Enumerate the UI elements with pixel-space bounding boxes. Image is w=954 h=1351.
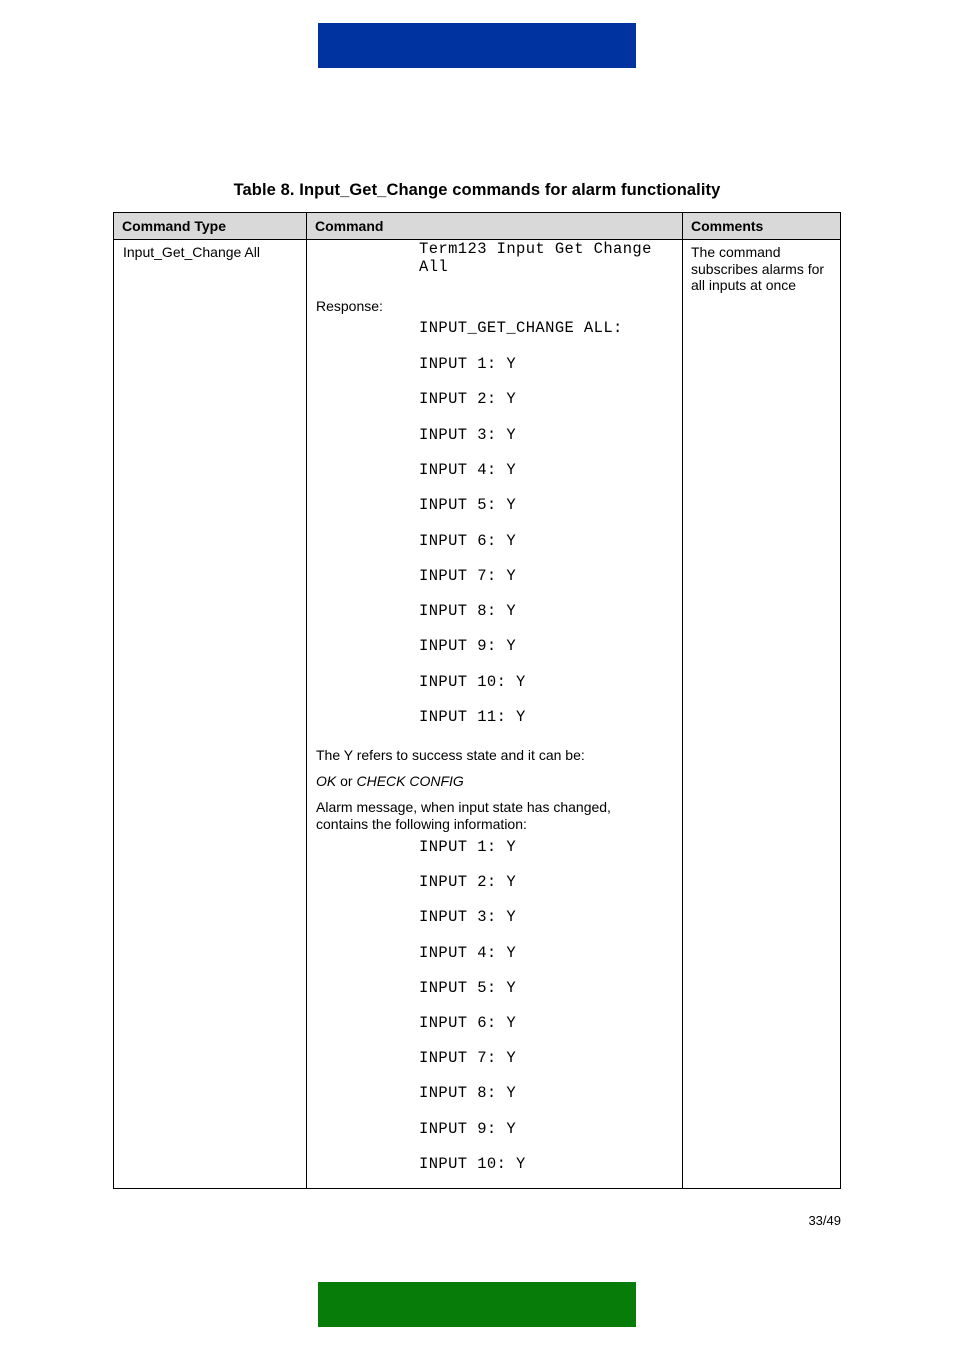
header-command: Command (315, 218, 384, 234)
alarm-line: INPUT 10: Y (419, 1154, 526, 1173)
command-table (113, 212, 841, 1189)
header-color-bar (318, 23, 636, 68)
alarm-note-line: Alarm message, when input state has changed, (316, 799, 611, 815)
or-word: or (336, 773, 357, 789)
response-label: Response: (316, 298, 383, 314)
check-config-option: CHECK CONFIG (356, 773, 464, 789)
alarm-line: INPUT 3: Y (419, 908, 517, 927)
header-command-type: Command Type (122, 218, 226, 234)
comment-cell (691, 244, 836, 294)
state-options (316, 773, 464, 790)
alarm-line: INPUT 7: Y (419, 1049, 517, 1068)
alarm-line: INPUT 5: Y (419, 978, 517, 997)
footer-color-bar (318, 1282, 636, 1327)
response-header: INPUT_GET_CHANGE ALL: (419, 319, 623, 337)
response-line: INPUT 8: Y (419, 602, 517, 621)
command-type-cell: Input_Get_Change All (123, 244, 260, 260)
response-line: INPUT 10: Y (419, 672, 526, 691)
ok-option: OK (316, 773, 337, 789)
comment-line: all inputs at once (691, 277, 797, 293)
alarm-line: INPUT 8: Y (419, 1084, 517, 1103)
alarm-line: INPUT 4: Y (419, 943, 517, 962)
comment-line: subscribes alarms for (691, 260, 825, 277)
alarm-line: INPUT 6: Y (419, 1014, 517, 1032)
command-line: Term123 Input Get Change (419, 240, 652, 258)
column-divider (682, 213, 683, 1188)
table-header-row (114, 213, 840, 240)
y-note: The Y refers to success state and it can be: (316, 747, 585, 763)
header-comments: Comments (683, 213, 840, 239)
column-divider (306, 213, 307, 1188)
comment-line: The command (691, 244, 781, 260)
response-line: INPUT 2: Y (419, 390, 517, 409)
table-caption: Table 8. Input_Get_Change commands for alarm functionality (233, 181, 721, 199)
response-line: INPUT 5: Y (419, 496, 517, 515)
alarm-line: INPUT 9: Y (419, 1119, 517, 1138)
alarm-note-line: contains the following information: (316, 816, 527, 832)
response-line: INPUT 3: Y (419, 425, 517, 444)
page-number: 33/49 (808, 1213, 841, 1228)
command-line: All (419, 258, 449, 276)
alarm-line: INPUT 2: Y (419, 873, 517, 892)
response-line: INPUT 7: Y (419, 566, 517, 585)
response-line: INPUT 11: Y (419, 708, 526, 726)
alarm-line: INPUT 1: Y (419, 838, 517, 856)
response-line: INPUT 6: Y (419, 531, 517, 550)
response-line: INPUT 1: Y (419, 355, 517, 373)
response-line: INPUT 9: Y (419, 637, 517, 656)
response-line: INPUT 4: Y (419, 460, 517, 479)
